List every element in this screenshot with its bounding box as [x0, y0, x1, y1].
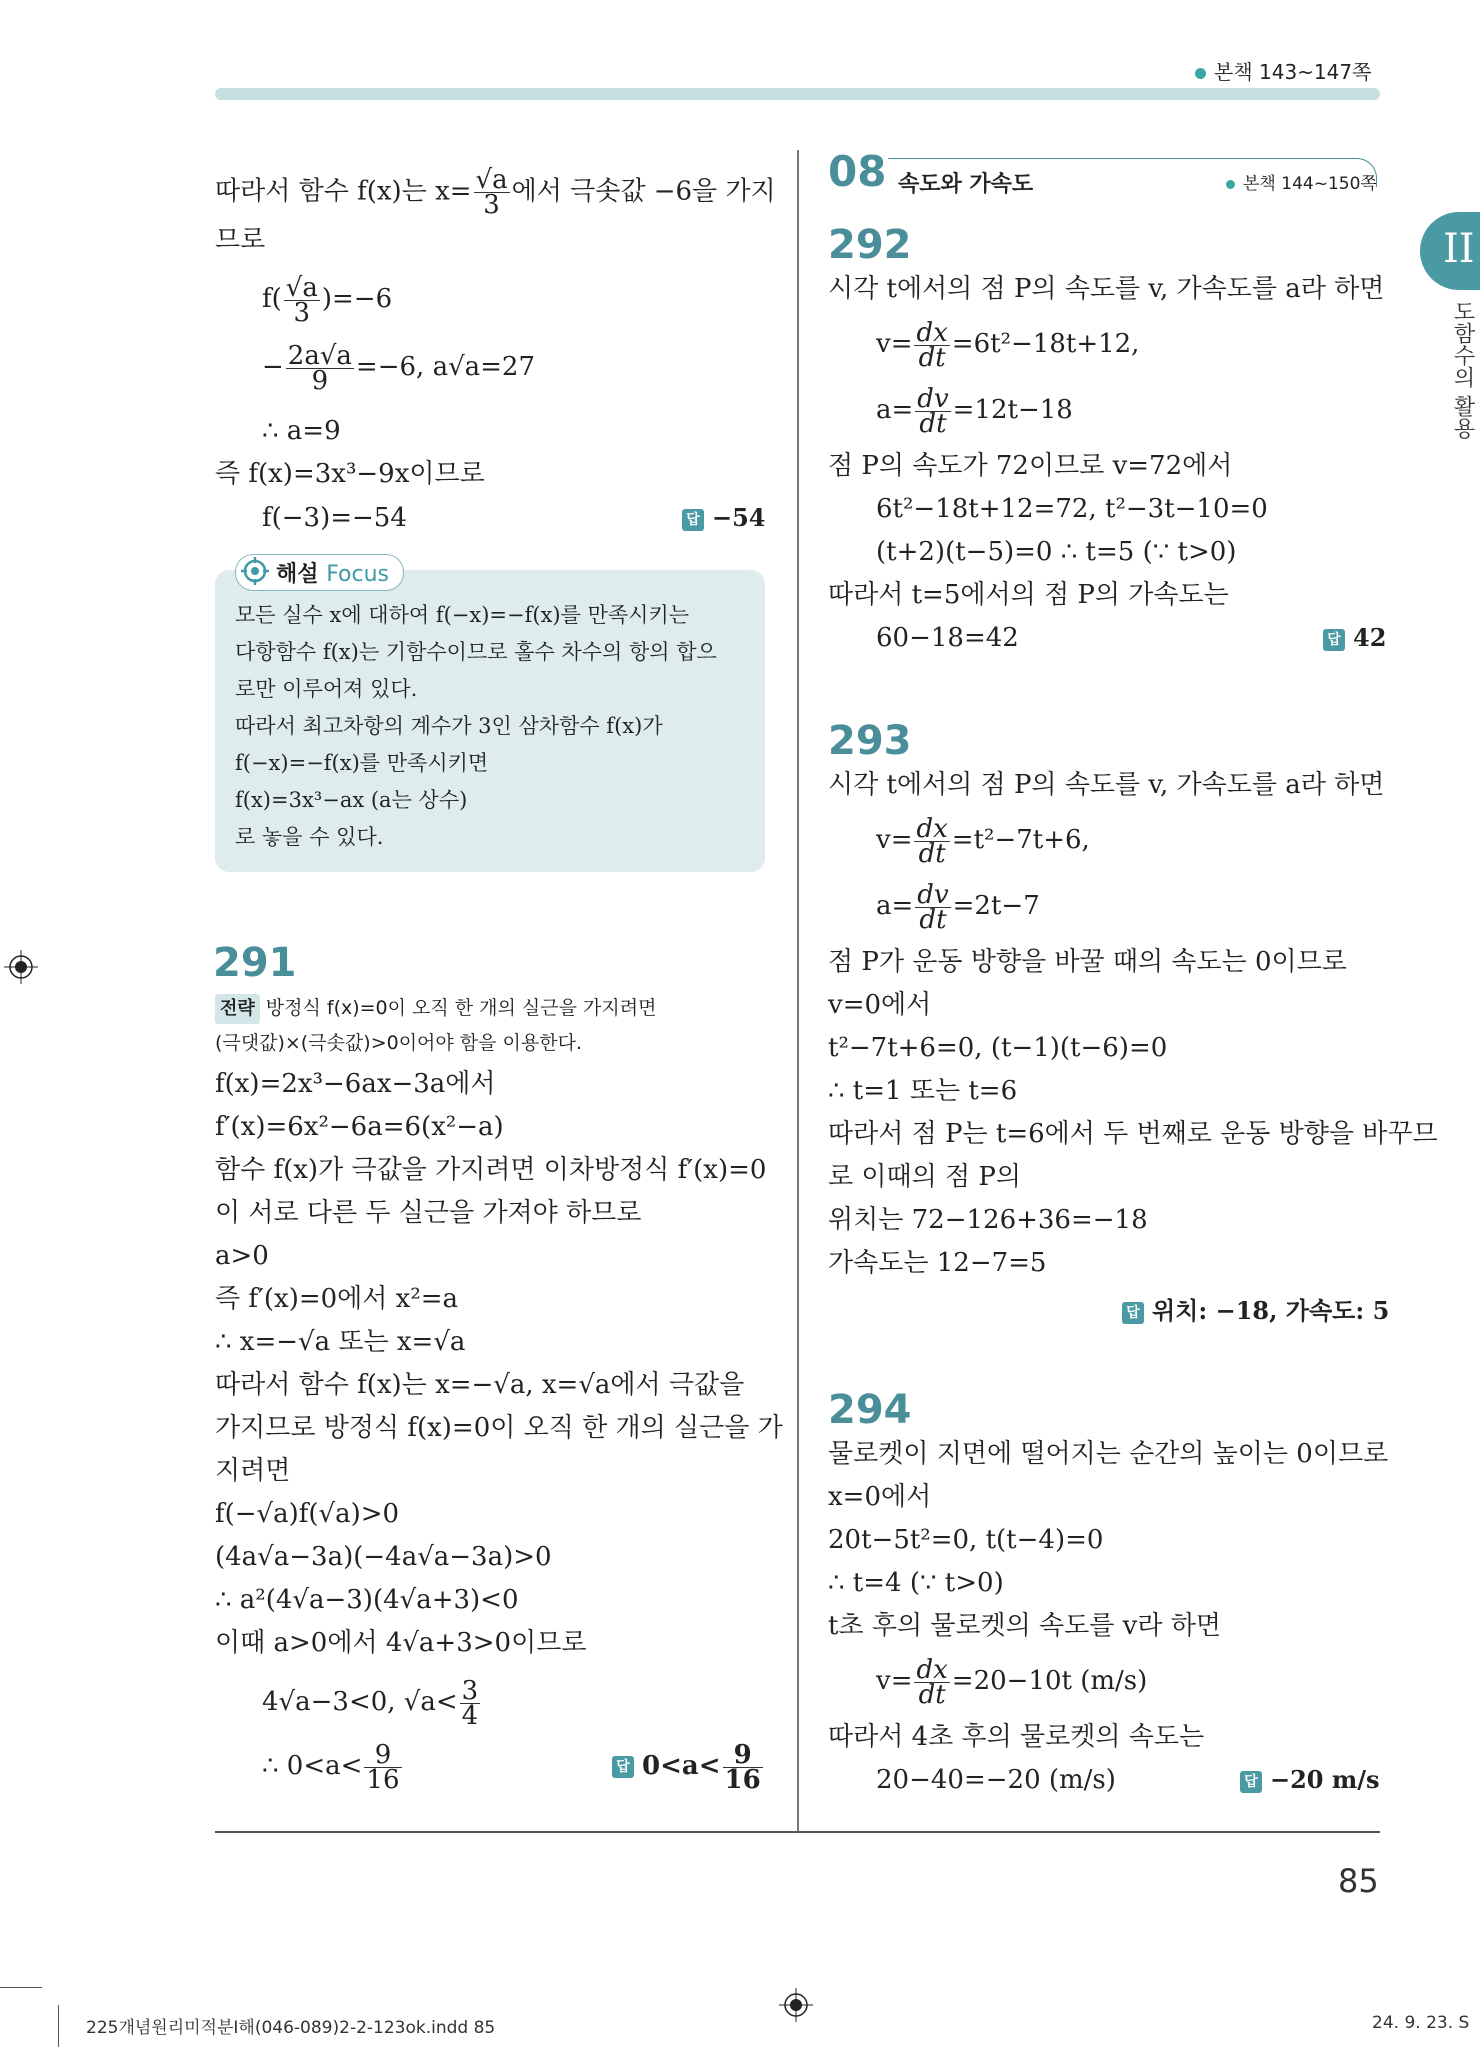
problem-number: 294 [828, 1387, 912, 1433]
bottom-rule [215, 1831, 1380, 1833]
left-line-7: f(−3)=−54 [262, 503, 407, 533]
problem-number: 292 [828, 222, 912, 268]
p291-line: (4a√a−3a)(−4a√a−3a)>0 [215, 1542, 552, 1572]
p294-line: 20−40=−20 (m/s) [876, 1765, 1116, 1795]
p291-line: ∴ a²(4√a−3)(4√a+3)<0 [215, 1585, 519, 1615]
p291-line: 이때 a>0에서 4√a+3>0이므로 [215, 1628, 587, 1658]
p291-line: 함수 f(x)가 극값을 가지려면 이차방정식 f′(x)=0 [215, 1155, 767, 1185]
p294-line: t초 후의 물로켓의 속도를 v라 하면 [828, 1611, 1221, 1641]
p291-line: 4√a−3<0, √a< $\frac{3}{4}$ [262, 1675, 479, 1731]
p292-line: 60−18=42 [876, 623, 1019, 653]
focus-line: 따라서 최고차항의 계수가 3인 삼차함수 f(x)가 [235, 714, 663, 738]
p291-line: 즉 f′(x)=0에서 x²=a [215, 1284, 459, 1314]
p293-line: 시각 t에서의 점 P의 속도를 v, 가속도를 a라 하면 [828, 770, 1385, 800]
p294-line: 따라서 4초 후의 물로켓의 속도는 [828, 1722, 1205, 1752]
section-number: 08 [828, 147, 887, 196]
answer-291: 답 0<a< $\frac{9}{16}$ [612, 1742, 765, 1792]
left-line-4: − $\frac{2a√a}{9}$ =−6, a√a=27 [262, 340, 536, 396]
focus-tag: 해설 Focus [235, 554, 404, 591]
p291-line: f(−√a)f(√a)>0 [215, 1499, 400, 1529]
p291-line: f(x)=2x³−6ax−3a에서 [215, 1069, 496, 1099]
side-tab-roman: II [1443, 226, 1475, 272]
answer-292: 답 42 [1323, 623, 1386, 652]
p292-line: 시각 t에서의 점 P의 속도를 v, 가속도를 a라 하면 [828, 274, 1385, 304]
header-ref: 본책 143~147쪽 [1195, 56, 1371, 85]
answer-293: 답 위치: −18, 가속도: 5 [1122, 1291, 1389, 1326]
p294-line: ∴ t=4 (∵ t>0) [828, 1568, 1004, 1598]
strategy-line-2: (극댓값)×(극솟값)>0이어야 함을 이용한다. [215, 1032, 583, 1054]
p293-line: v=0에서 [828, 990, 932, 1020]
section-rule [888, 158, 1377, 187]
p293-line: t²−7t+6=0, (t−1)(t−6)=0 [828, 1033, 1168, 1063]
left-line-3: f( $\frac{√a}{3}$ )=−6 [262, 272, 393, 328]
answer-tag-icon: 답 [682, 509, 704, 531]
p292-line: 점 P의 속도가 72이므로 v=72에서 [828, 451, 1233, 481]
p292-line: (t+2)(t−5)=0 ∴ t=5 (∵ t>0) [876, 537, 1237, 567]
column-divider [797, 150, 799, 1832]
p291-line: ∴ x=−√a 또는 x=√a [215, 1327, 466, 1357]
left-line-5: ∴ a=9 [262, 416, 341, 446]
crop-mark [58, 2005, 59, 2047]
p294-line: 물로켓이 지면에 떨어지는 순간의 높이는 0이므로 [828, 1439, 1389, 1469]
answer-tag-icon: 답 [1240, 1771, 1262, 1793]
p293-line: 가속도는 12−7=5 [828, 1248, 1047, 1278]
left-line-6: 즉 f(x)=3x³−9x이므로 [215, 459, 485, 489]
problem-number: 293 [828, 718, 912, 764]
header-bar [215, 88, 1380, 100]
p291-line: 따라서 함수 f(x)는 x=−√a, x=√a에서 극값을 [215, 1370, 745, 1400]
focus-line: f(−x)=−f(x)를 만족시키면 [235, 751, 489, 775]
target-icon [240, 556, 270, 586]
left-line-2: 므로 [215, 225, 266, 255]
p294-line: 20t−5t²=0, t(t−4)=0 [828, 1525, 1104, 1555]
focus-line: 로만 이루어져 있다. [235, 677, 418, 701]
answer-tag-icon: 답 [612, 1756, 634, 1778]
focus-line: 모든 실수 x에 대하여 f(−x)=−f(x)를 만족시키는 [235, 603, 690, 627]
p292-line: a= $\frac{dv}{dt}$ =12t−18 [876, 383, 1073, 439]
p291-line: 지려면 [215, 1456, 291, 1486]
p294-line: v= $\frac{dx}{dt}$ =20−10t (m/s) [876, 1654, 1148, 1710]
page-number: 85 [1338, 1862, 1379, 1900]
answer-294: 답 −20 m/s [1240, 1765, 1380, 1794]
p291-line: f′(x)=6x²−6a=6(x²−a) [215, 1112, 504, 1142]
p291-line: 가지므로 방정식 f(x)=0이 오직 한 개의 실근을 가 [215, 1413, 783, 1443]
focus-line: 로 놓을 수 있다. [235, 825, 384, 849]
p293-line: 로 이때의 점 P의 [828, 1162, 1021, 1192]
answer-tag-icon: 답 [1122, 1302, 1144, 1324]
p291-line: 이 서로 다른 두 실근을 가져야 하므로 [215, 1198, 642, 1228]
footer-file: 225개념원리미적분Ⅰ해(046-089)2-2-123ok.indd 85 [86, 2018, 496, 2038]
side-tab-text: 도함수의 활용 [1450, 300, 1475, 439]
bullet-icon [1195, 68, 1206, 79]
p294-line: x=0에서 [828, 1482, 932, 1512]
section-title: 속도와 가속도 [898, 172, 1034, 197]
strategy-label: 전략 [215, 994, 260, 1024]
focus-line: f(x)=3x³−ax (a는 상수) [235, 788, 468, 812]
problem-number: 291 [213, 940, 297, 986]
p292-line: v= $\frac{dx}{dt}$ =6t²−18t+12, [876, 317, 1140, 373]
answer-290: 답 −54 [682, 503, 766, 532]
p293-line: a= $\frac{dv}{dt}$ =2t−7 [876, 879, 1040, 935]
left-line-1: 따라서 함수 f(x)는 x= $\frac{√a}{3}$ 에서 극솟값 −6을 가지 [215, 165, 776, 220]
footer-date: 24. 9. 23. S [1372, 2013, 1470, 2033]
p291-line: ∴ 0<a< $\frac{9}{16}$ [262, 1739, 400, 1795]
crop-mark [0, 1987, 42, 1988]
strategy-line-1: 전략 방정식 f(x)=0이 오직 한 개의 실근을 가지려면 [215, 993, 656, 1024]
section-ref: 본책 144~150쪽 [1226, 169, 1377, 194]
registration-mark-icon [779, 1988, 813, 2022]
p293-line: ∴ t=1 또는 t=6 [828, 1076, 1018, 1106]
p292-line: 6t²−18t+12=72, t²−3t−10=0 [876, 494, 1268, 524]
p293-line: v= $\frac{dx}{dt}$ =t²−7t+6, [876, 813, 1090, 869]
p293-line: 점 P가 운동 방향을 바꿀 때의 속도는 0이므로 [828, 947, 1347, 977]
registration-mark-icon [4, 950, 38, 984]
focus-line: 다항함수 f(x)는 기함수이므로 홀수 차수의 항의 합으 [235, 640, 717, 664]
p293-line: 위치는 72−126+36=−18 [828, 1205, 1148, 1235]
p291-line: a>0 [215, 1241, 269, 1271]
answer-tag-icon: 답 [1323, 629, 1345, 651]
p292-line: 따라서 t=5에서의 점 P의 가속도는 [828, 580, 1229, 610]
p293-line: 따라서 점 P는 t=6에서 두 번째로 운동 방향을 바꾸므 [828, 1119, 1438, 1149]
